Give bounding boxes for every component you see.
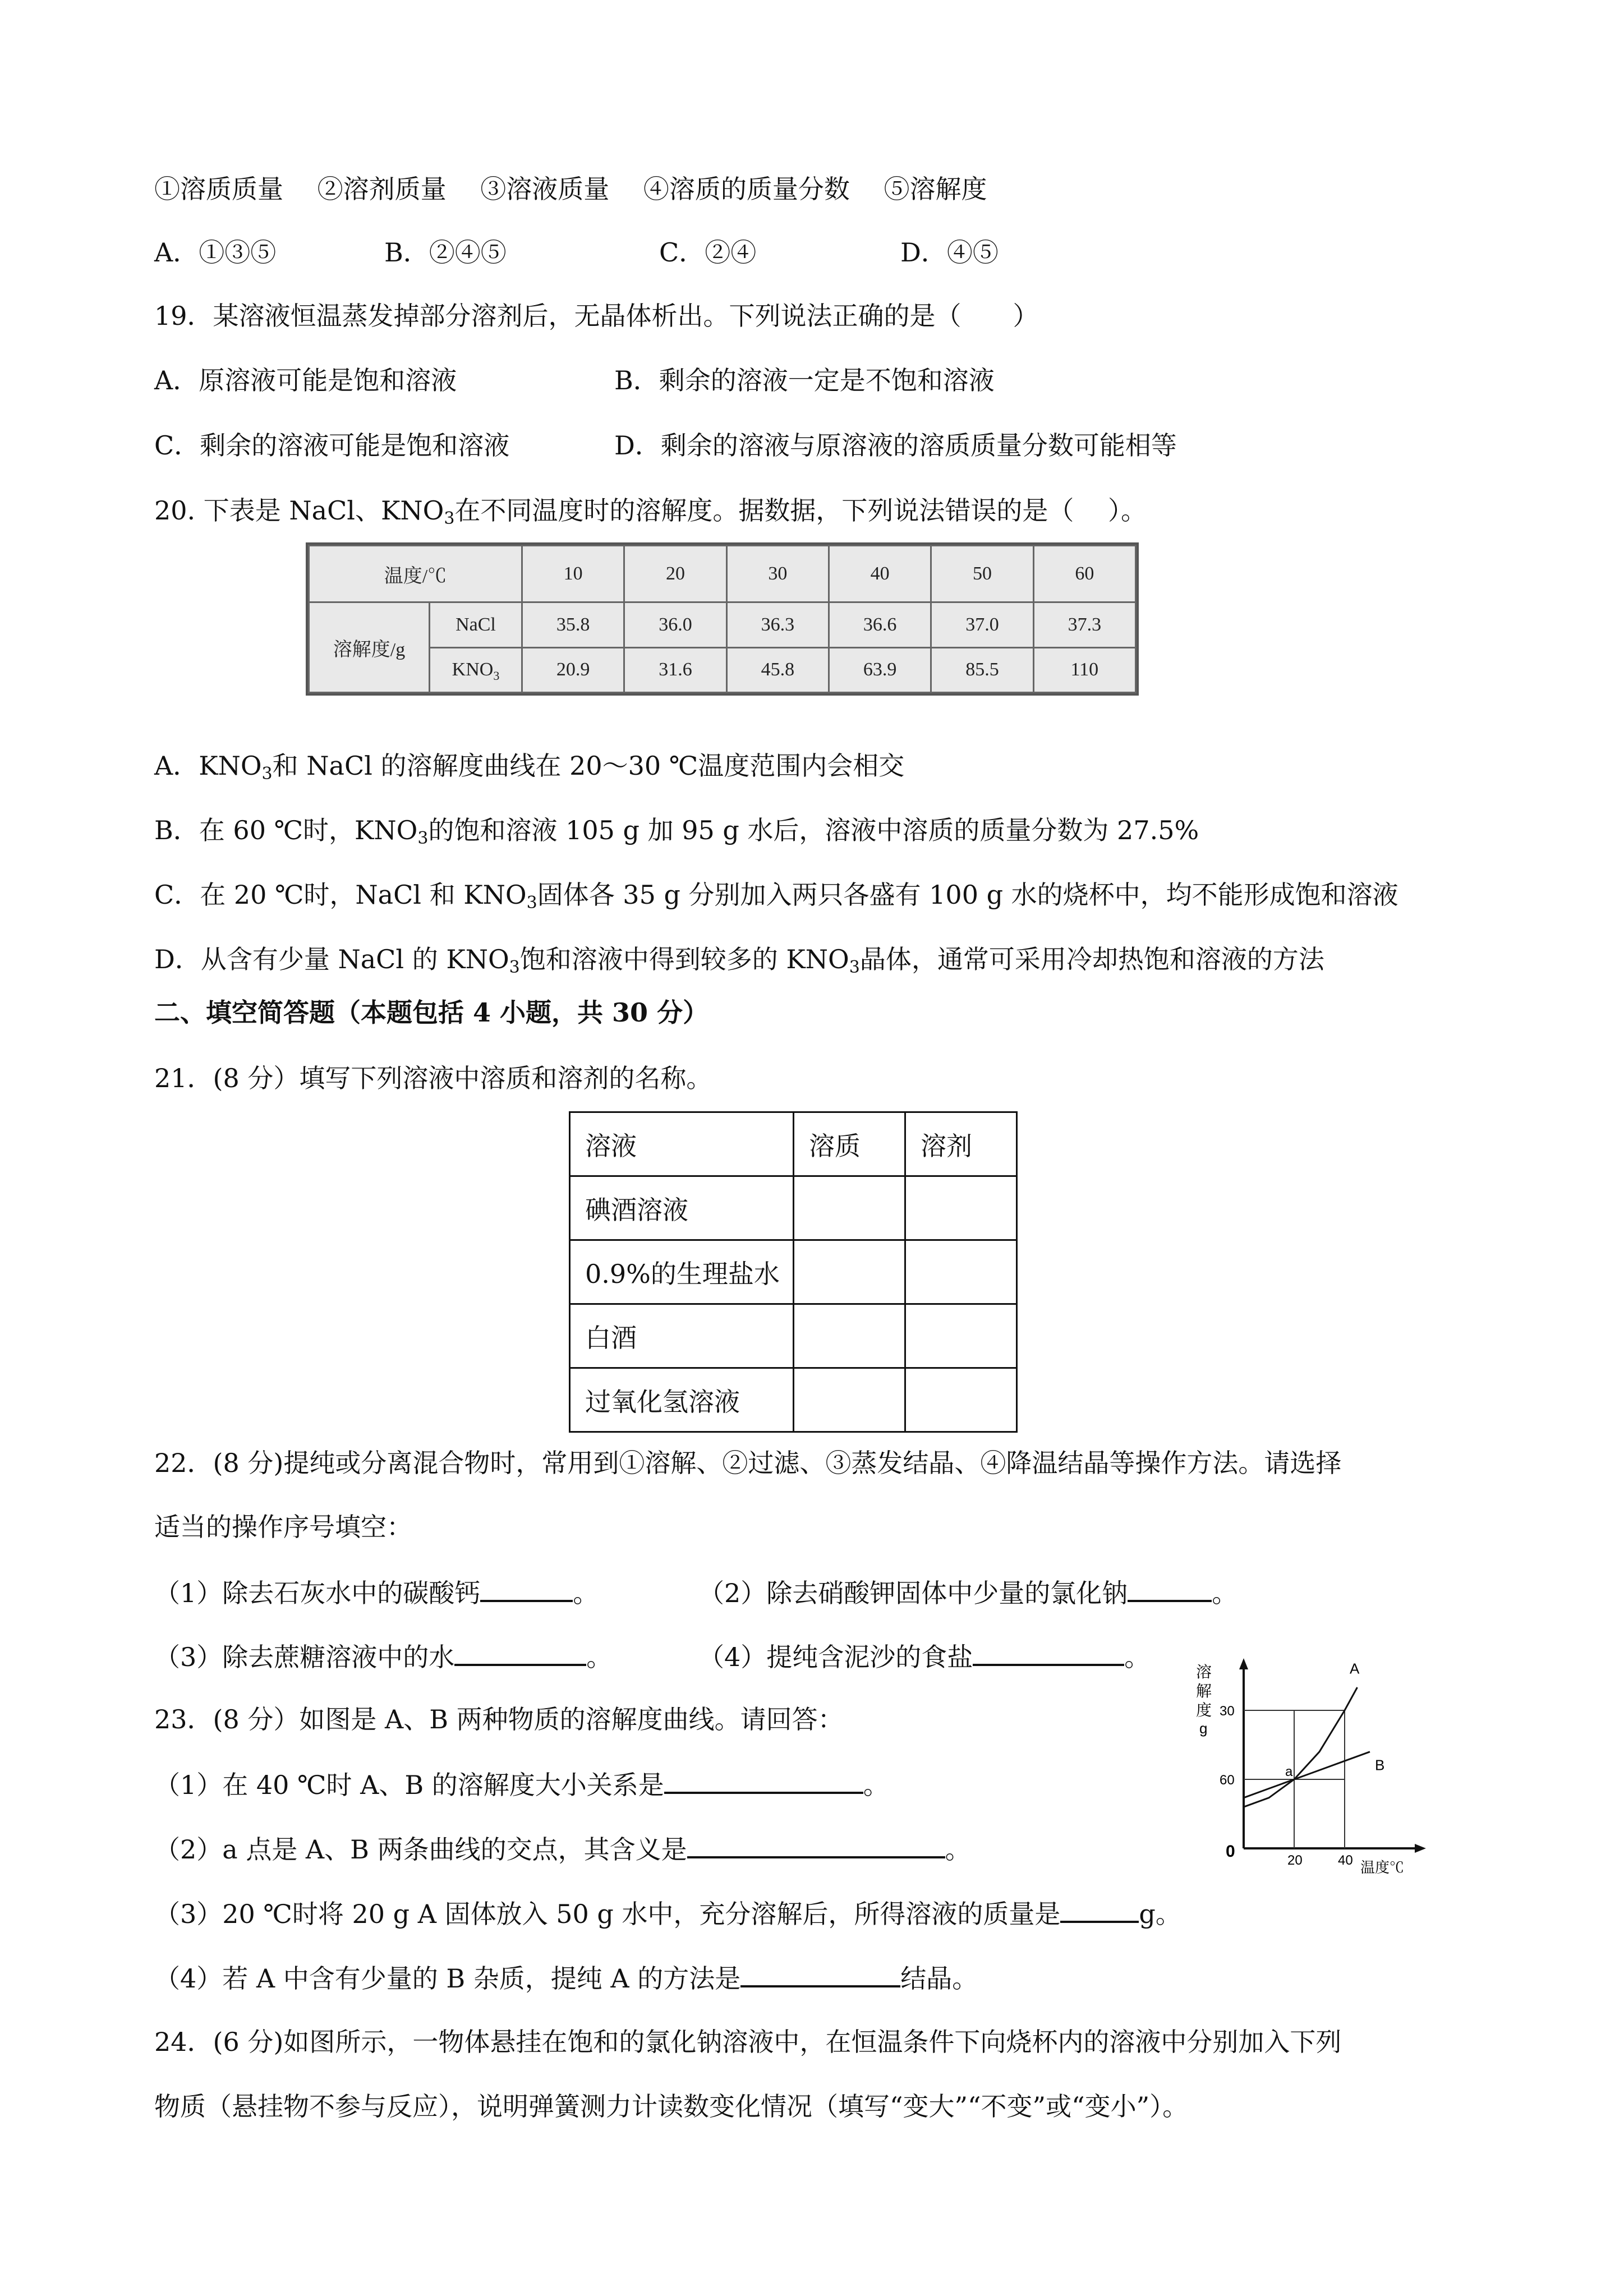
q22-stem-1: 22．(8 分)提纯或分离混合物时，常用到①溶解、②过滤、③蒸发结晶、④降温结晶等操作方法。请选择 (154, 1448, 1342, 1478)
q22-part-1: （1）除去石灰水中的碳酸钙 。 (154, 1575, 599, 1610)
nacl-cell: 37.0 (931, 602, 1033, 647)
kno3-cell: 45.8 (726, 647, 829, 692)
x-axis-arrow (1415, 1844, 1426, 1853)
q22-part-3: （3）除去蔗糖溶液中的水 。 (154, 1639, 612, 1674)
y-label-char: 溶 (1196, 1663, 1212, 1681)
solute-cell[interactable] (794, 1304, 905, 1368)
kno3-label: $KNO_3$ (430, 647, 522, 692)
option-b[interactable]: B．②④⑤ (384, 237, 507, 268)
temp-cell: 20 (624, 546, 726, 602)
solute-cell[interactable] (794, 1240, 905, 1304)
answer-table (569, 1111, 1018, 1433)
q19-option-b[interactable]: B．剩余的溶液一定是不饱和溶液 (614, 365, 995, 395)
solubility-table (306, 542, 1139, 696)
solvent-cell[interactable] (905, 1368, 1017, 1432)
q20-option-a[interactable]: A．$KNO_3$和 NaCl 的溶解度曲线在 20～30 ℃温度范围内会相交 (154, 751, 905, 784)
nacl-cell: 36.3 (726, 602, 829, 647)
q23-part-3: （3）20 ℃时将 20 g A 固体放入 50 g 水中，充分溶解后，所得溶液的质量是 g。 (154, 1896, 1181, 1931)
blank[interactable] (687, 1832, 945, 1858)
nacl-cell: 36.6 (829, 602, 931, 647)
curve-a (1244, 1687, 1358, 1807)
y-label-char: 度 (1196, 1701, 1212, 1719)
header-solution: 溶液 (570, 1112, 794, 1176)
solubility-curve-graph (1172, 1649, 1442, 1879)
blank[interactable] (1128, 1575, 1212, 1602)
section-heading: 二、填空简答题（本题包括 4 小题，共 30 分） (154, 997, 709, 1028)
header-solvent: 溶剂 (905, 1112, 1017, 1176)
solute-cell[interactable] (794, 1368, 905, 1432)
kno3-cell: 85.5 (931, 647, 1033, 692)
curve-b (1244, 1752, 1370, 1798)
q22-part-2: （2）除去硝酸钾固体中少量的氯化钠 。 (698, 1575, 1237, 1610)
blank[interactable] (454, 1639, 586, 1666)
option-c[interactable]: C．②④ (659, 237, 757, 268)
nacl-cell: 36.0 (624, 602, 726, 647)
q20-stem: 20. 下表是 NaCl、$KNO_3$在不同温度时的溶解度。据数据，下列说法错误的是（ ）。 (154, 495, 1147, 528)
x-tick-label: 40 (1338, 1853, 1353, 1868)
row-label: 过氧化氢溶液 (570, 1368, 794, 1432)
blank[interactable] (973, 1639, 1124, 1666)
temp-cell: 30 (726, 546, 829, 602)
x-tick-label: 20 (1287, 1853, 1303, 1868)
q20-option-b[interactable]: B．在 60 ℃时，$KNO_3$的饱和溶液 105 g 加 95 g 水后，溶液中溶质的质量分数为 27.5% (154, 815, 1199, 848)
temp-cell: 40 (829, 546, 931, 602)
q23-part-4: （4）若 A 中含有少量的 B 杂质，提纯 A 的方法是 结晶。 (154, 1961, 978, 1995)
temp-cell: 10 (522, 546, 624, 602)
q21-stem: 21．(8 分）填写下列溶液中溶质和溶剂的名称。 (154, 1063, 712, 1093)
option-a[interactable]: A．①③⑤ (154, 237, 277, 268)
nacl-label: NaCl (430, 602, 522, 647)
solvent-cell[interactable] (905, 1176, 1017, 1240)
y-label-char: 解 (1196, 1682, 1212, 1700)
temp-cell: 50 (931, 546, 1033, 602)
q20-option-d[interactable]: D．从含有少量 NaCl 的 $KNO_3$饱和溶液中得到较多的 $KNO_3$晶体，通常可采用冷却热饱和溶液的方法 (154, 944, 1324, 977)
kno3-cell: 110 (1033, 647, 1135, 692)
q22-stem-2: 适当的操作序号填空： (154, 1512, 412, 1542)
y-axis-arrow (1239, 1658, 1248, 1669)
q23-stem: 23．(8 分）如图是 A、B 两种物质的溶解度曲线。请回答： (154, 1704, 844, 1734)
solvent-cell[interactable] (905, 1240, 1017, 1304)
blank[interactable] (664, 1767, 863, 1794)
q20-option-c[interactable]: C．在 20 ℃时，NaCl 和 $KNO_3$固体各 35 g 分别加入两只各盛有 100 g 水的烧杯中，均不能形成饱和溶液 (154, 880, 1398, 913)
kno3-cell: 20.9 (522, 647, 624, 692)
q19-option-d[interactable]: D．剩余的溶液与原溶液的溶质质量分数可能相等 (614, 430, 1177, 461)
nacl-cell: 37.3 (1033, 602, 1135, 647)
nacl-cell: 35.8 (522, 602, 624, 647)
q23-part-1: （1）在 40 ℃时 A、B 的溶解度大小关系是 。 (154, 1767, 889, 1802)
option-d[interactable]: D．④⑤ (900, 237, 999, 268)
q22-part-4: （4）提纯含泥沙的食盐 。 (698, 1639, 1150, 1674)
y-tick-label: 30 (1220, 1704, 1235, 1719)
kno3-cell: 31.6 (624, 647, 726, 692)
q18-items: ①溶质质量 ②溶剂质量 ③溶液质量 ④溶质的质量分数 ⑤溶解度 (154, 174, 987, 204)
x-axis-label: 温度℃ (1360, 1859, 1405, 1876)
solvent-cell[interactable] (905, 1304, 1017, 1368)
q24-stem-1: 24．(6 分)如图所示，一物体悬挂在饱和的氯化钠溶液中，在恒温条件下向烧杯内的溶液中分别加入下列 (154, 2027, 1342, 2057)
q24-stem-2: 物质（悬挂物不参与反应），说明弹簧测力计读数变化情况（填写“变大”“不变”或“变小”）。 (154, 2091, 1189, 2122)
solubility-label: 溶解度/g (309, 602, 430, 693)
curve-b-label: B (1375, 1756, 1385, 1774)
q19-stem: 19．某溶液恒温蒸发掉部分溶剂后，无晶体析出。下列说法正确的是（ ） (154, 301, 1039, 331)
origin-label: 0 (1226, 1842, 1235, 1861)
row-label: 碘酒溶液 (570, 1176, 794, 1240)
curve-a-label: A (1350, 1660, 1360, 1677)
temp-label: 温度/℃ (309, 546, 522, 602)
temp-cell: 60 (1033, 546, 1135, 602)
q23-part-2: （2）a 点是 A、B 两条曲线的交点，其含义是 。 (154, 1832, 971, 1866)
kno3-cell: 63.9 (829, 647, 931, 692)
row-label: 0.9%的生理盐水 (570, 1240, 794, 1304)
solute-cell[interactable] (794, 1176, 905, 1240)
y-label-char: g (1199, 1720, 1208, 1737)
y-tick-label: 60 (1220, 1773, 1235, 1788)
blank[interactable] (480, 1575, 573, 1602)
q19-option-a[interactable]: A．原溶液可能是饱和溶液 (154, 365, 457, 395)
intersection-point-label: a (1285, 1764, 1293, 1779)
q19-option-c[interactable]: C．剩余的溶液可能是饱和溶液 (154, 430, 510, 461)
blank[interactable] (1060, 1896, 1139, 1923)
row-label: 白酒 (570, 1304, 794, 1368)
header-solute: 溶质 (794, 1112, 905, 1176)
blank[interactable] (740, 1961, 900, 1987)
